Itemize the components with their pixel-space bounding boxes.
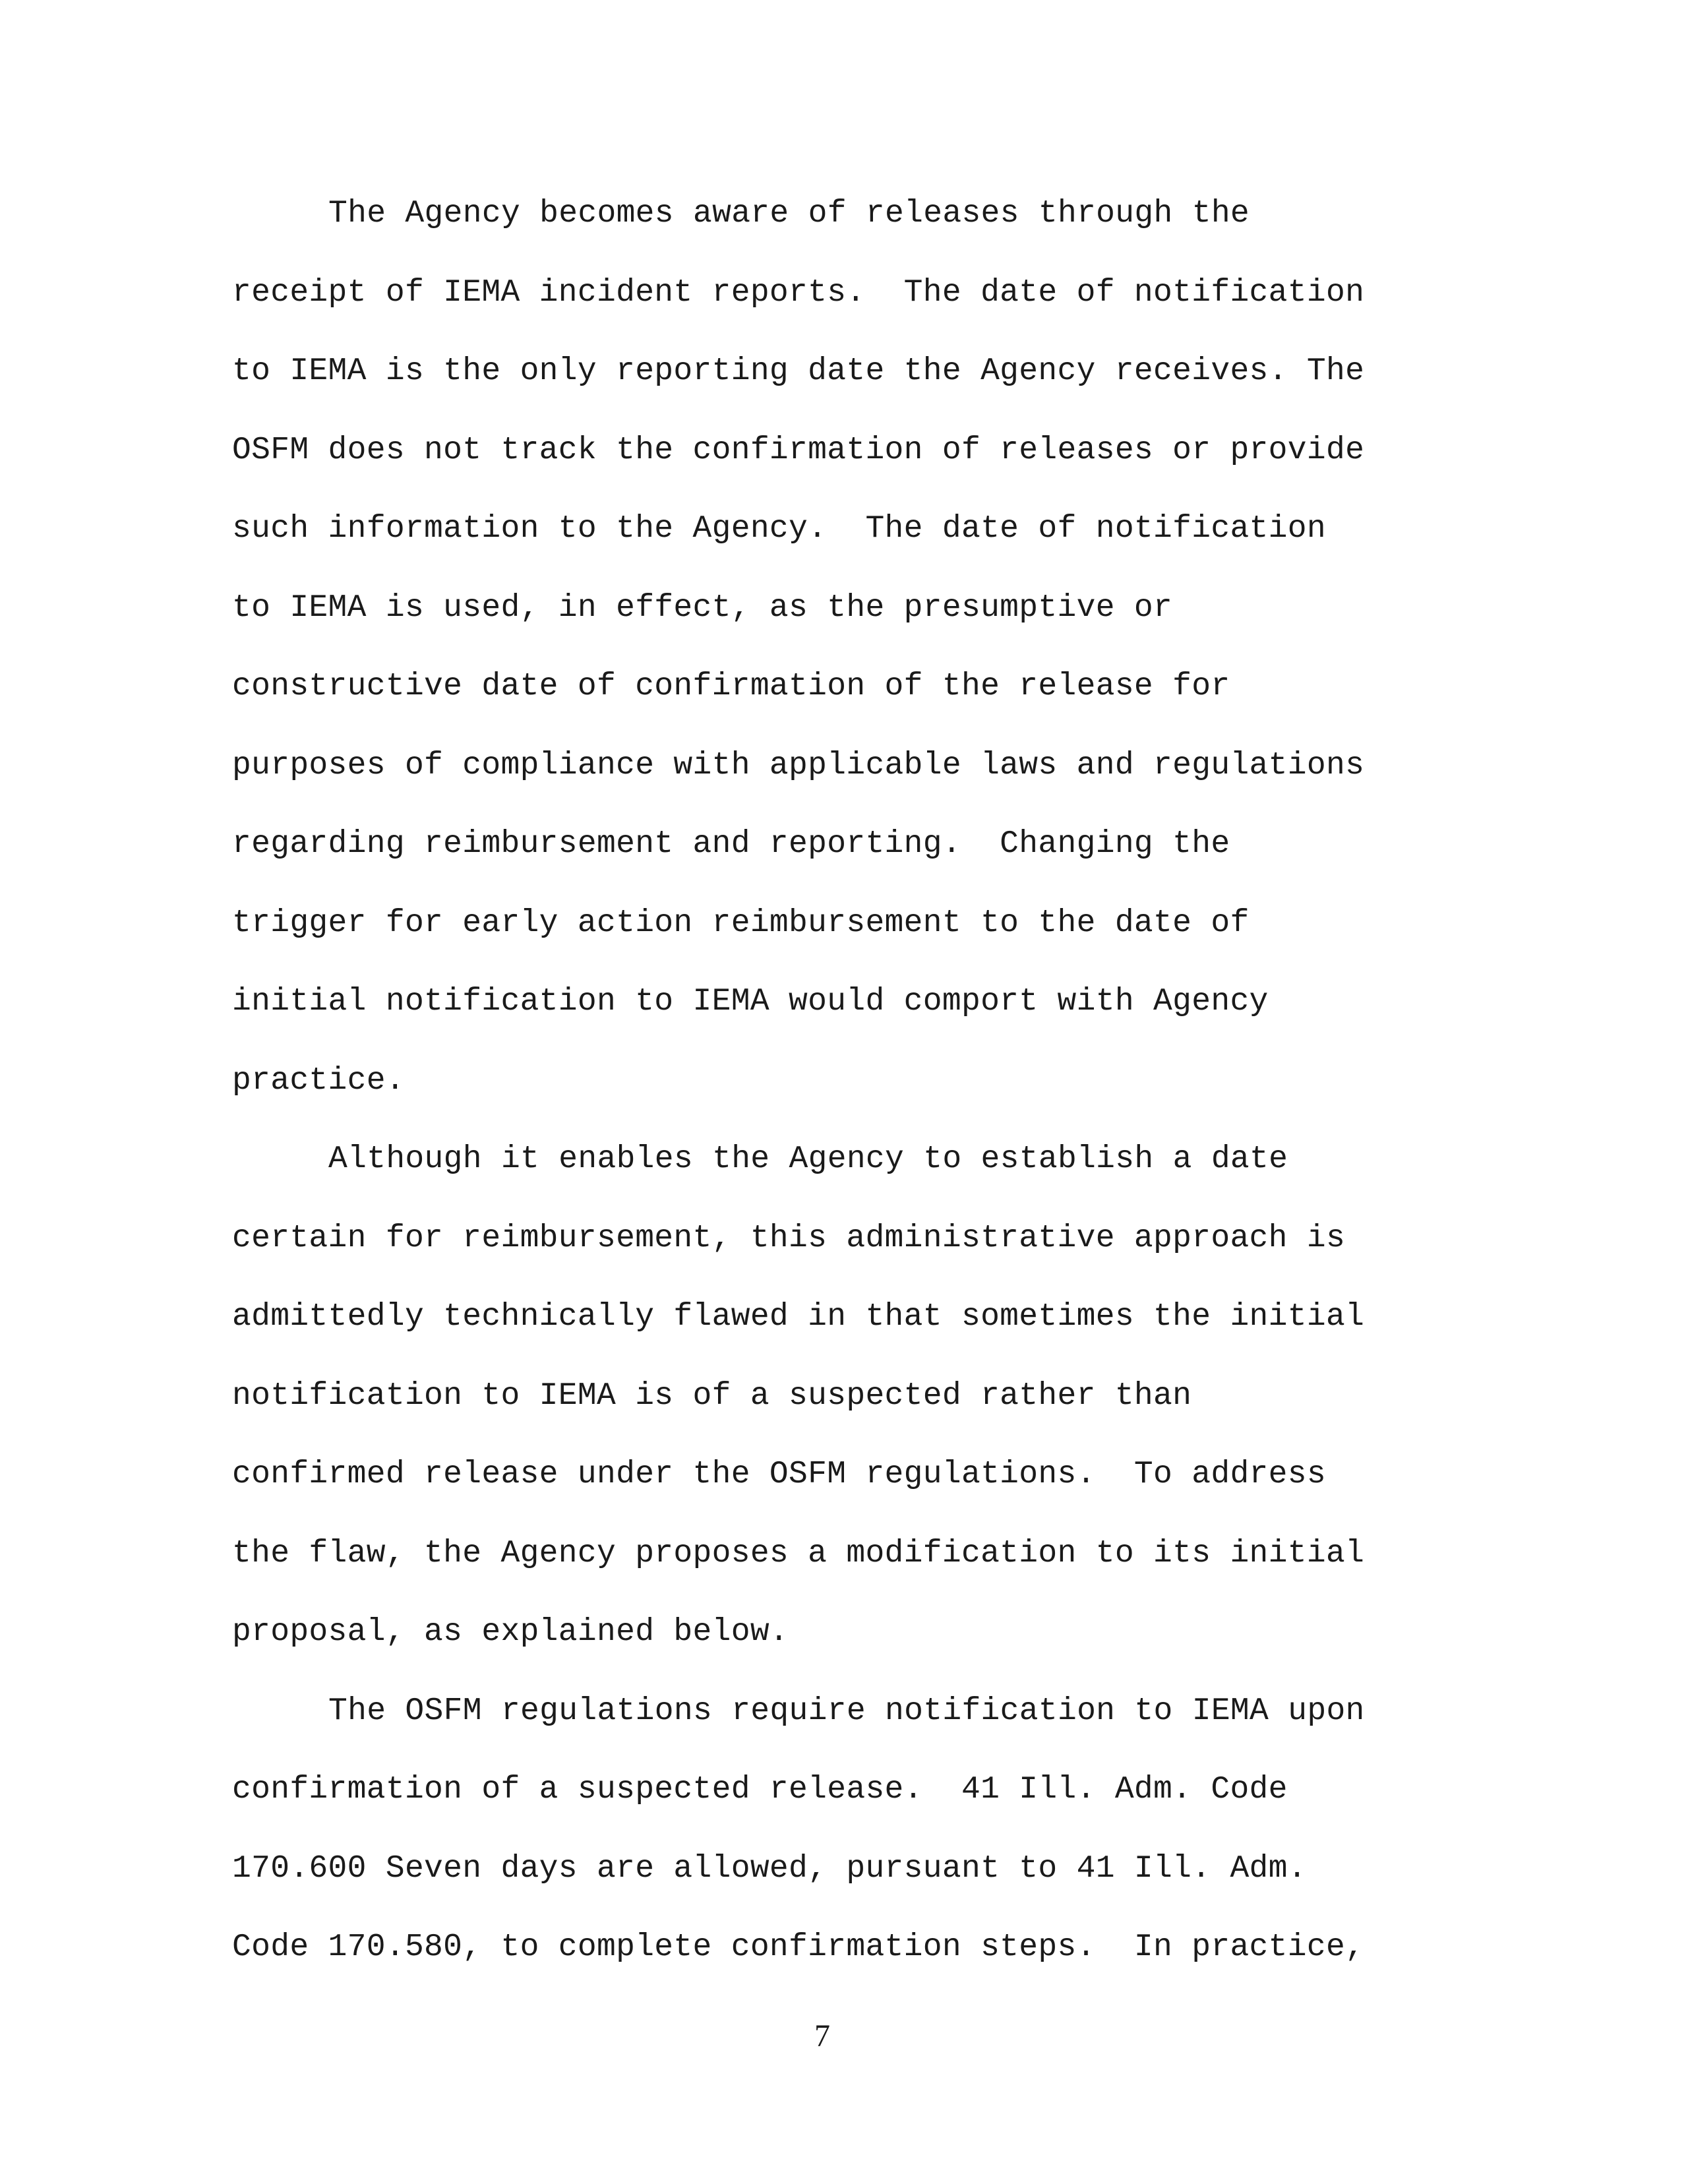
paragraph-1-line-11: initial notification to IEMA would comport with Agency [232,984,1269,1019]
paragraph-1-line-12: practice. [232,1062,405,1099]
paragraph-1-line-6: to IEMA is used, in effect, as the presumptive or [232,590,1173,626]
paragraph-2-line-3: admittedly technically flawed in that sometimes the initial [232,1299,1365,1335]
paragraph-1-line-4: OSFM does not track the confirmation of releases or provide [232,432,1365,468]
paragraph-3-line-1: The OSFM regulations require notification to IEMA upon [328,1693,1365,1729]
body-text [232,175,1485,1987]
paragraph-2-line-6: the flaw, the Agency proposes a modification to its initial [232,1535,1365,1571]
paragraph-3-line-4: Code 170.580, to complete confirmation steps. In practice, [232,1929,1365,1965]
paragraph-2-line-2: certain for reimbursement, this administrative approach is [232,1220,1346,1256]
paragraph-1-line-2: receipt of IEMA incident reports. The date of notification [232,274,1365,311]
paragraph-1-line-1: The Agency becomes aware of releases through the [328,196,1250,231]
page-number: 7 [814,2018,830,2053]
paragraph-1-line-10: trigger for early action reimbursement to the date of [232,905,1250,941]
paragraph-2-line-5: confirmed release under the OSFM regulations. To address [232,1457,1326,1492]
paragraph-3-line-2: confirmation of a suspected release. 41 Ill. Adm. Code [232,1772,1288,1807]
paragraph-2-line-7: proposal, as explained below. [232,1614,789,1650]
paragraph-1-line-3: to IEMA is the only reporting date the Agency receives. The [232,353,1365,389]
paragraph-1-line-5: such information to the Agency. The date of notification [232,511,1326,547]
paragraph-1-line-9: regarding reimbursement and reporting. Changing the [232,826,1230,862]
paragraph-3-line-3: 170.600 Seven days are allowed, pursuant to 41 Ill. Adm. [232,1850,1307,1887]
paragraph-1-line-8: purposes of compliance with applicable laws and regulations [232,747,1365,783]
paragraph-2-line-1: Although it enables the Agency to establish a date [328,1141,1288,1177]
paragraph-2-line-4: notification to IEMA is of a suspected rather than [232,1378,1192,1414]
paragraph-1-line-7: constructive date of confirmation of the release for [232,669,1230,704]
